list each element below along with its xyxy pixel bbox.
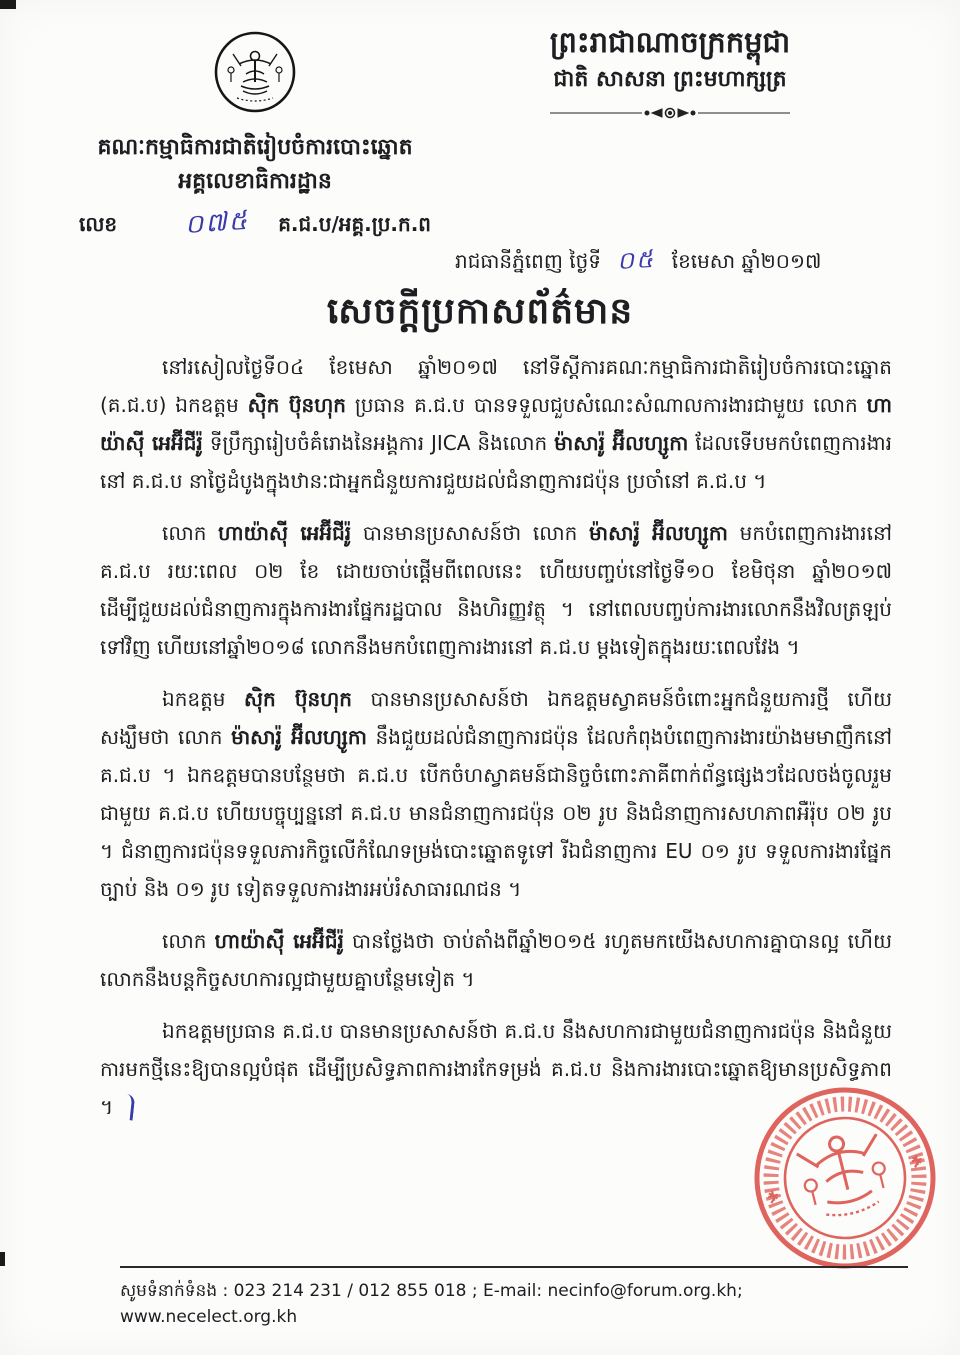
- handwritten-day: ០៥: [616, 244, 657, 276]
- paragraph: [100, 922, 892, 998]
- person-name-bold: ហាយ៉ាស៊ី អេអ៊ីជីរ៉ូ: [100, 393, 892, 455]
- org-name-line1: គណៈកម្មាធិការជាតិរៀបចំការបោះឆ្នោត: [97, 135, 413, 160]
- paragraph-text: បានថ្លែងថា ចាប់តាំងពីឆ្នាំ២០១៥ រហូតមកយើងសហការគ្នាបានល្អ ហើយលោកនឹងបន្តកិច្ចសហការល្អជាមួយគ្នាបន្ថែមទៀត ។: [100, 929, 893, 991]
- person-name-bold: ស៊ិក ប៊ុនហុក: [247, 393, 346, 417]
- header-left-block: [55, 30, 455, 244]
- paragraph-text: នឹងជួយដល់ជំនាញការជប៉ុន ដែលកំពុងបំពេញការងារយ៉ាងមមាញឹកនៅ គ.ជ.ប ។ ឯកឧត្តមបានបន្ថែមថា គ.ជ.ប បើកចំហស្វាគមន៍ជានិច្ចចំពោះភាគីពាក់ព័ន្ធផ្សេងៗដែលចង់ចូលរួមជាមួយ គ.ជ.ប ហើយបច្ចុប្បន្ននៅ គ.ជ.ប មានជំនាញការជប៉ុន ០២ រូប និងជំនាញការសហភាពអឺរ៉ុប ០២ រូប ។ ជំនាញការជប៉ុនទទួលភារកិច្ចលើកំណែទម្រង់បោះឆ្នោតទូទៅ រីឯជំនាញការ EU ០១ រូប ទទួលការងារផ្នែកច្បាប់ និង ០១ រូប ទៀតទទួលការងារអប់រំសាធារណជន ។: [100, 725, 892, 901]
- paragraph: [100, 680, 892, 908]
- national-motto: ជាតិ សាសនា ព្រះមហាក្សត្រ: [553, 67, 787, 92]
- footer-divider: [120, 1266, 908, 1268]
- person-name-bold: ហាយ៉ាស៊ី អេអ៊ីជីរ៉ូ: [218, 521, 352, 545]
- paragraph-text: បានមានប្រសាសន៍ថា ឯកឧត្តមស្វាគមន៍ចំពោះអ្នកជំនួយការថ្មី ហើយសង្ឃឹមថា លោក: [100, 687, 892, 749]
- kingdom-title: ព្រះរាជាណាចក្រកម្ពុជា: [549, 25, 791, 59]
- document-title: សេចក្តីប្រកាសព័ត៌មាន: [326, 291, 634, 332]
- paragraph-text: ប្រធាន គ.ជ.ប បានទទួលជួបសំណេះសំណាលការងារជាមួយ លោក: [346, 393, 867, 417]
- org-name-line2: អគ្គលេខាធិការដ្ឋាន: [178, 169, 332, 194]
- paragraph-text: លោក: [162, 929, 215, 953]
- ornamental-divider-icon: [470, 104, 870, 126]
- handwritten-doc-number: ០៧៥: [183, 205, 251, 241]
- paragraph-text: ដែលទើបមកបំពេញការងារនៅ គ.ជ.ប នាថ្ងៃដំបូងក្នុងឋានៈជាអ្នកជំនួយការជួយដល់ជំនាញការជប៉ុន ប្រចាំនៅ គ.ជ.ប ។: [100, 431, 892, 493]
- person-name-bold: ម៉ាសារ៉ូ អ៊ីលហ្សូកា: [231, 725, 367, 749]
- scan-edge-artifact: [0, 1252, 5, 1266]
- dateline-suffix: ខែមេសា ឆ្នាំ២០១៧: [671, 249, 822, 273]
- body-paragraphs: [100, 348, 892, 1140]
- footer-contact: សូមទំនាក់ទំនង : 023 214 231 / 012 855 018 ; E-mail: necinfo@forum.org.kh; www.necelect.org.kh: [120, 1281, 743, 1327]
- paragraph-text: ឯកឧត្តម: [162, 687, 244, 711]
- person-name-bold: ហាយ៉ាស៊ី អេអ៊ីជីរ៉ូ: [214, 929, 344, 953]
- paragraph: [100, 514, 892, 666]
- paragraph-text: ទីប្រឹក្សារៀបចំគំរោងនៃអង្គការ JICA និងលោក: [202, 431, 555, 455]
- header-right-block: [470, 22, 870, 126]
- number-label: លេខ: [79, 212, 118, 236]
- paragraph-text: មកបំពេញការងារនៅ គ.ជ.ប រយៈពេល ០២ ខែ ដោយចាប់ផ្តើមពីពេលនេះ ហើយបញ្ចប់នៅថ្ងៃទី១០ ខែមិថុនា ឆ្នាំ២០១៧ ដើម្បីជួយដល់ជំនាញការក្នុងការងារផ្នែករដ្ឋបាល និងហិរញ្ញវត្ថុ ។ នៅពេលបញ្ចប់ការងារលោកនឹងវិលត្រឡប់ទៅវិញ ហើយនៅឆ្នាំ២០១៨ លោកនឹងមកបំពេញការងារនៅ គ.ជ.ប ម្តងទៀតក្នុងរយៈពេលវែង ។: [100, 521, 893, 659]
- person-name-bold: ម៉ាសារ៉ូ អ៊ីលហ្សូកា: [589, 521, 728, 545]
- paragraph: [100, 348, 892, 500]
- paragraph: [100, 1012, 892, 1126]
- paragraph-text: លោក: [162, 521, 219, 545]
- person-name-bold: ម៉ាសារ៉ូ អ៊ីលហ្សូកា: [554, 431, 689, 455]
- dateline-prefix: រាជធានីភ្នំពេញ ថ្ងៃទី: [455, 249, 602, 273]
- paragraph-text: បានមានប្រសាសន៍ថា លោក: [351, 521, 590, 545]
- reference-number-line: [55, 206, 455, 244]
- paragraph-text: ឯកឧត្តមប្រធាន គ.ជ.ប បានមានប្រសាសន៍ថា គ.ជ.ប នឹងសហការជាមួយជំនាញការជប៉ុន និងជំនួយការមកថ្មីនេះឱ្យបានល្អបំផុត ដើម្បីប្រសិទ្ធភាពការងារកែទម្រង់ គ.ជ.ប និងការងារបោះឆ្នោតឱ្យមានប្រសិទ្ធភាព ។: [100, 1019, 892, 1119]
- dateline: [455, 245, 885, 276]
- person-name-bold: ស៊ិក ប៊ុនហុក: [244, 687, 352, 711]
- royal-arms-emblem-icon: [213, 30, 297, 114]
- scan-corner-artifact: [0, 0, 16, 9]
- paragraph-text: នៅរសៀលថ្ងៃទី០៤ ខែមេសា ឆ្នាំ២០១៧ នៅទីស្តីការគណៈកម្មាធិការជាតិរៀបចំការបោះឆ្នោត (គ.ជ.ប) ឯកឧត្តម: [100, 355, 892, 417]
- blue-pen-tick-icon: [120, 1093, 136, 1120]
- reference-code: គ.ជ.ប/អគ្គ.ប្រ.ក.ព: [278, 212, 431, 236]
